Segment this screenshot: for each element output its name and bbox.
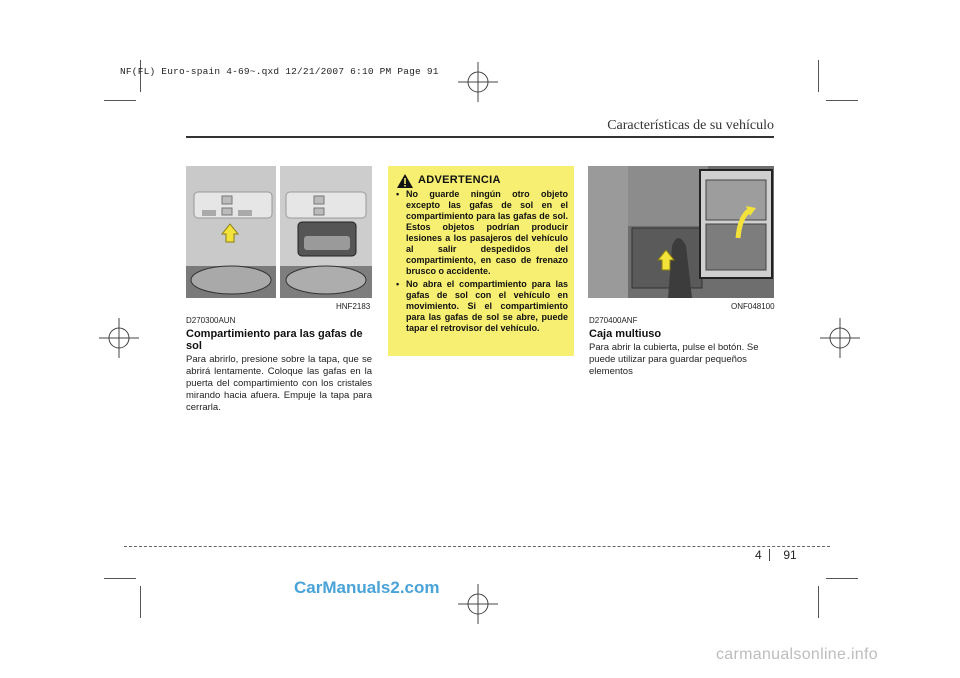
page-divider (769, 549, 776, 561)
warning-title: ADVERTENCIA (418, 174, 501, 186)
multipurpose-box-heading: Caja multiuso (589, 328, 662, 340)
page-number (755, 548, 797, 562)
multipurpose-box-photo (588, 166, 774, 298)
crop-mark (826, 578, 858, 579)
warning-box (388, 166, 574, 356)
ref-code: D270400ANF (589, 316, 638, 325)
crop-mark (818, 60, 819, 92)
sunglass-holder-heading: Compartimiento para las gafas de sol (186, 328, 363, 352)
sunglass-holder-photo (186, 166, 372, 298)
crop-mark (104, 100, 136, 101)
warning-item: • No guarde ningún otro objeto excepto las gafas de sol en el compartimiento para las gafas de sol. Estos objetos podrían producir lesiones a los pasajeros del vehículo al salir despedidos del compartimiento, en caso de frenazo brusco o accidente. (396, 189, 568, 277)
multipurpose-box-body: Para abrir la cubierta, pulse el botón. Se puede utilizar para guardar pequeños elementos (589, 342, 759, 377)
ref-code: D270300AUN (186, 316, 236, 325)
registration-mark (820, 318, 860, 358)
crop-mark (104, 578, 136, 579)
chapter-number: 4 (755, 548, 762, 562)
crop-mark (140, 586, 141, 618)
warning-list (396, 189, 568, 334)
crop-mark (818, 586, 819, 618)
image-code: HNF2183 (336, 302, 371, 311)
registration-mark (458, 584, 498, 624)
watermark-link[interactable]: CarManuals2.com (294, 578, 440, 597)
sunglass-holder-illustration (186, 166, 372, 298)
warning-icon (396, 173, 414, 189)
crop-mark (826, 100, 858, 101)
warning-item: • No abra el compartimiento para las gafas de sol con el vehículo en movimiento. Si el compartimiento para las gafas de sol se abre, puede tapar el retrovisor del vehículo. (396, 279, 568, 334)
multipurpose-box-illustration (588, 166, 774, 298)
section-title: Características de su vehículo (607, 118, 774, 133)
footer-rule (124, 546, 830, 547)
header-rule (186, 136, 774, 138)
image-code: ONF048100 (731, 302, 775, 311)
registration-mark (99, 318, 139, 358)
site-watermark: carmanualsonline.info (716, 646, 878, 663)
page-number-value: 91 (783, 548, 797, 562)
sunglass-holder-body: Para abrirlo, presione sobre la tapa, que se abrirá lentamente. Coloque las gafas en la puerta del compartimiento con los cristales mirando hacia afuera. Empuje la tapa para cerrarla. (186, 354, 372, 413)
registration-mark (458, 62, 498, 102)
print-slug: NF(FL) Euro-spain 4-69~.qxd 12/21/2007 6:10 PM Page 91 (120, 66, 439, 77)
